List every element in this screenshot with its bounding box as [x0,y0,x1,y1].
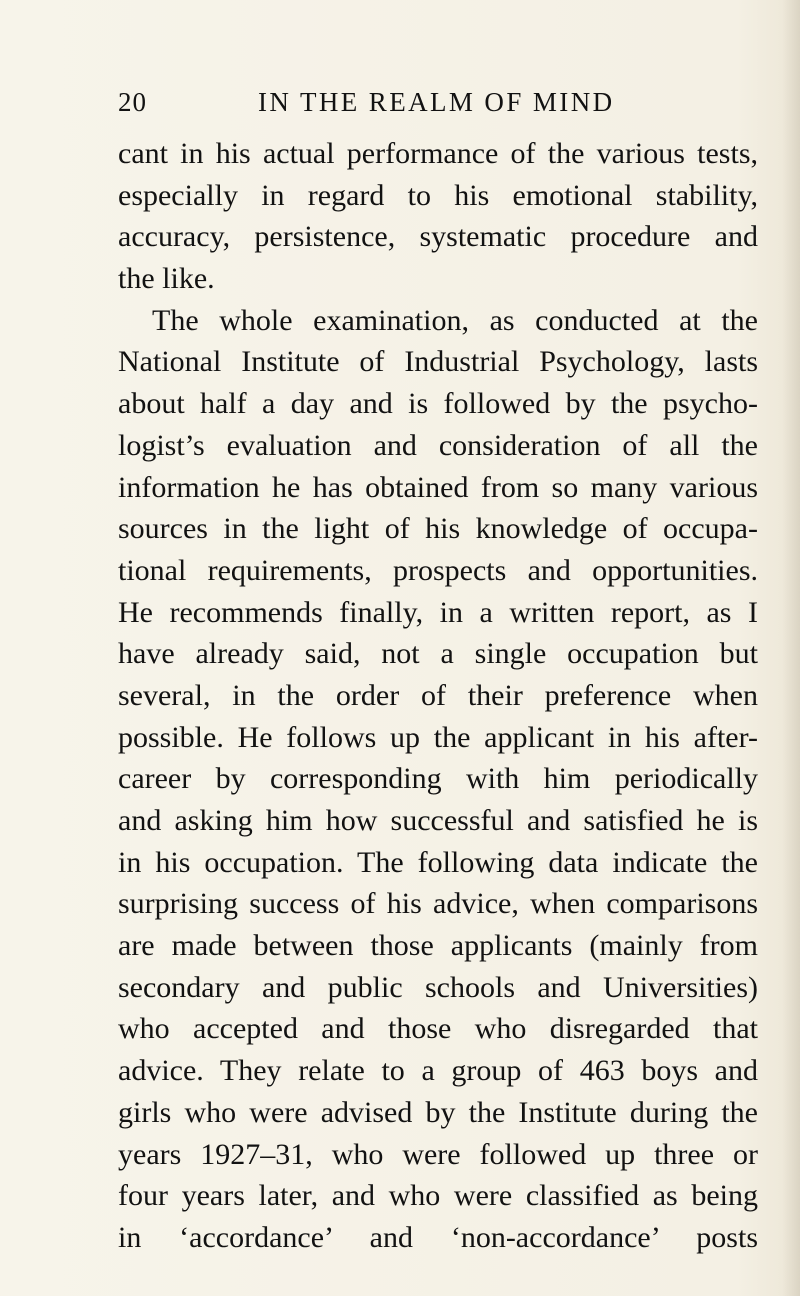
text-line: have already said, not a single occupation but [118,637,758,671]
text-line: information he has obtained from so many various [118,470,758,504]
text-line: secondary and public schools and Universities) [118,970,758,1004]
page-header [118,87,758,127]
text-line: advice. They relate to a group of 463 boys and [118,1054,758,1088]
text-line: in ‘accordance’ and ‘non-accordance’ posts [118,1220,758,1254]
text-line: He recommends finally, in a written report, as I [118,595,758,629]
text-line: career by corresponding with him periodically [118,762,758,796]
page-edge-shadow [782,0,800,1296]
text-line: cant in his actual performance of the various tests, [118,137,758,170]
text-line: girls who were advised by the Institute during the [118,1095,758,1129]
text-line: who accepted and those who disregarded that [118,1012,758,1046]
text-line: National Institute of Industrial Psychology, lasts [118,345,758,379]
text-line: The whole examination, as conducted at the [152,303,758,337]
text-line: especially in regard to his emotional stability, [118,178,758,212]
text-line: years 1927–31, who were followed up three or [118,1137,758,1171]
page-number: 20 [118,87,147,117]
text-line: several, in the order of their preference when [118,678,758,712]
text-line: four years later, and who were classified as being [118,1179,758,1213]
text-line: tional requirements, prospects and opportunities. [118,553,758,587]
text-line: accuracy, persistence, systematic procedure and [118,220,758,254]
text-line: logist’s evaluation and consideration of all the [118,428,758,462]
text-line: and asking him how successful and satisfied he is [118,804,758,837]
text-line: in his occupation. The following data indicate the [118,845,758,879]
running-head: IN THE REALM OF MIND [258,87,615,117]
text-line: sources in the light of his knowledge of occupa- [118,512,758,546]
text-line: are made between those applicants (mainly from [118,929,758,963]
body-text [118,133,758,1259]
text-line: about half a day and is followed by the psycho- [118,387,758,421]
text-line: possible. He follows up the applicant in his after- [118,720,758,754]
text-line: the like. [118,262,215,296]
text-line: surprising success of his advice, when comparisons [118,887,758,921]
